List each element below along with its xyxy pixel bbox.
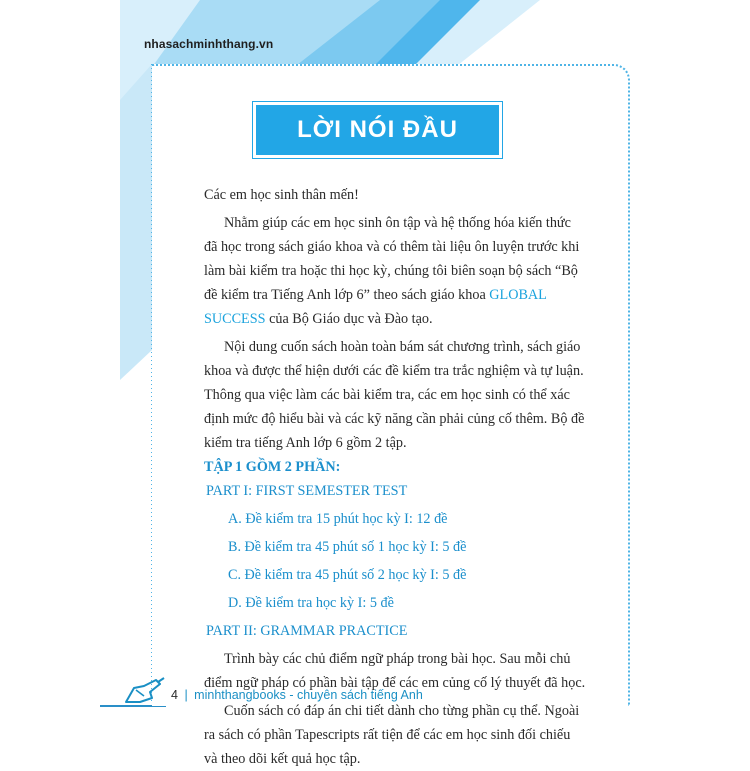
page-title: LỜI NÓI ĐẦU	[297, 116, 458, 143]
paragraph-intro: Nhằm giúp các em học sinh ôn tập và hệ thống hóa kiến thức đã học trong sách giáo khoa và có thêm tài liệu ôn luyện trước khi làm bài kiểm tra hoặc thi học kỳ, chúng tôi biên soạn bộ sách “Bộ đề kiểm tra Tiếng Anh lớp 6” theo sách giáo khoa GLOBAL SUCCESS của Bộ Giáo dục và Đào tạo.	[204, 215, 580, 327]
footer-brand: minhthangbooks - chuyên sách tiếng Anh	[194, 688, 423, 702]
part1-heading: PART I: FIRST SEMESTER TEST	[206, 483, 408, 499]
page-number: 4	[171, 688, 178, 702]
series-name: GLOBAL SUCCESS	[204, 287, 547, 327]
paragraph-grammar: Trình bày các chủ điểm ngữ pháp trong bài học. Sau mỗi chủ điểm ngữ pháp có phần bài tập để các em củng cố lý thuyết đã học.	[204, 651, 586, 691]
site-url: nhasachminhthang.vn	[144, 37, 274, 51]
part1-item: D. Đề kiểm tra học kỳ I: 5 đề	[228, 595, 394, 611]
footer-separator: |	[184, 688, 188, 702]
part1-item: B. Đề kiểm tra 45 phút số 1 học kỳ I: 5 đề	[228, 539, 467, 555]
paragraph-answers: Cuốn sách có đáp án chi tiết dành cho từng phần cụ thể. Ngoài ra sách có phần Tapescripts rất tiện để các em học sinh đối chiếu và theo dõi kết quả học tập.	[204, 703, 580, 767]
volume-heading: TẬP 1 GỒM 2 PHẦN:	[204, 459, 341, 475]
part1-item: C. Đề kiểm tra 45 phút số 2 học kỳ I: 5 đề	[228, 567, 467, 583]
part2-heading: PART II: GRAMMAR PRACTICE	[206, 623, 408, 639]
preface-body	[204, 183, 586, 771]
greeting: Các em học sinh thân mến!	[204, 187, 359, 203]
page-footer	[171, 688, 423, 702]
title-banner	[256, 105, 499, 155]
paragraph-content: Nội dung cuốn sách hoàn toàn bám sát chương trình, sách giáo khoa và được thể hiện dưới các đề kiểm tra trắc nghiệm và tự luận. Thông qua việc làm các bài kiểm tra, các em học sinh có thể xác định mức độ hiểu bài và các kỹ năng cần phải củng cố thêm. Bộ đề kiểm tra tiếng Anh lớp 6 gồm 2 tập.	[204, 339, 585, 451]
part1-item: A. Đề kiểm tra 15 phút học kỳ I: 12 đề	[228, 511, 448, 527]
writing-hand-icon	[122, 676, 168, 706]
